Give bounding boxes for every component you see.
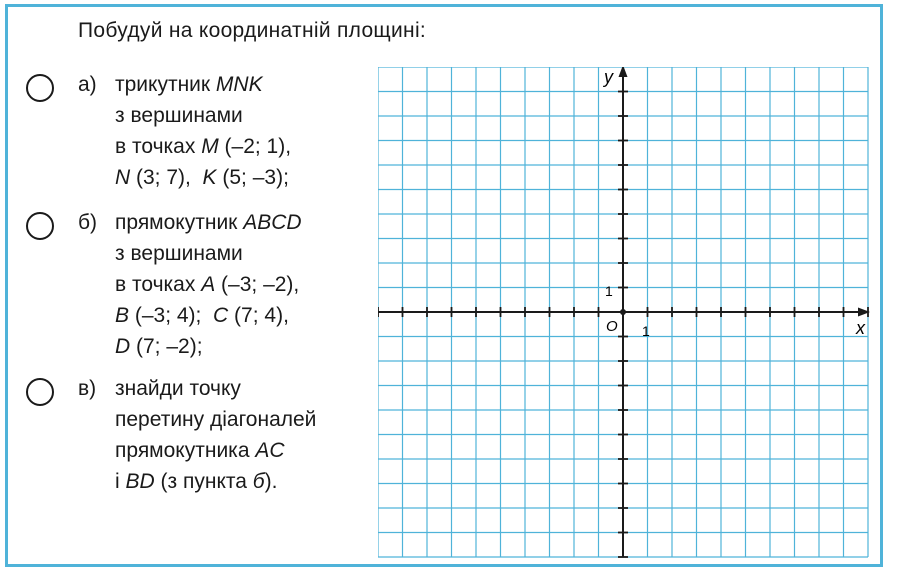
answer-circle-b[interactable] <box>26 212 54 240</box>
coordinate-plane-svg[interactable] <box>378 67 878 567</box>
answer-circle-c[interactable] <box>26 378 54 406</box>
item-c-line-3: прямокутника AC <box>115 439 285 462</box>
origin-label: O <box>606 318 618 335</box>
y-axis-label: y <box>604 67 613 87</box>
unit-x-label: 1 <box>642 323 650 339</box>
item-c-line-2: перетину діагоналей <box>115 408 317 431</box>
y-axis-arrow <box>619 67 628 77</box>
item-marker-c: в) <box>78 377 97 400</box>
item-c-line-4: і BD (з пункта б). <box>115 470 278 493</box>
item-c-line-1: знайди точку <box>115 377 241 400</box>
item-b-line-1: прямокутник ABCD <box>115 211 302 234</box>
item-b-line-2: з вершинами <box>115 242 243 265</box>
item-marker-a: а) <box>78 73 97 96</box>
unit-y-label: 1 <box>605 283 613 299</box>
item-b-line-4: B (–3; 4); C (7; 4), <box>115 304 289 327</box>
coordinate-plane[interactable] <box>378 67 878 572</box>
item-a-line-3: в точках M (–2; 1), <box>115 135 292 158</box>
task-title: Побудуй на координатній площині: <box>78 19 427 42</box>
item-a-line-2: з вершинами <box>115 104 243 127</box>
answer-circle-a[interactable] <box>26 74 54 102</box>
item-a-line-1: трикутник MNK <box>115 73 263 96</box>
exercise-frame <box>5 4 883 567</box>
x-axis-label: x <box>856 318 865 338</box>
item-b-line-3: в точках A (–3; –2), <box>115 273 300 296</box>
item-marker-b: б) <box>78 211 98 234</box>
origin-point <box>620 309 626 315</box>
item-a-line-4: N (3; 7), K (5; –3); <box>115 166 289 189</box>
item-b-line-5: D (7; –2); <box>115 335 203 358</box>
